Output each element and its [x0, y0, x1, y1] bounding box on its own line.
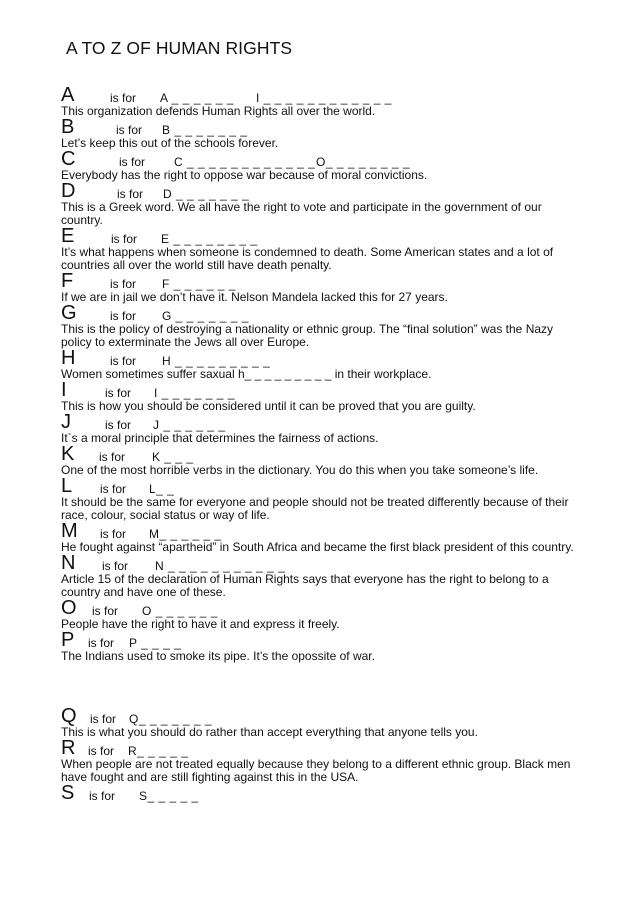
entry-clue: One of the most horrible verbs in the dictionary. You do this when you take someone’s life. [61, 463, 539, 477]
entry-clue: When people are not treated equally because they belong to a different ethnic group. Black men have fought and are still fighting against this in the USA. [61, 757, 571, 784]
entry-letter: D [61, 180, 76, 202]
entry-clue: This is how you should be considered until it can be proved that you are guilty. [61, 399, 476, 413]
entry-letter: H [61, 347, 76, 369]
entry-clue: People have the right to have it and express it freely. [61, 617, 340, 631]
entry-clue: It’s what happens when someone is condemned to death. Some American states and a lot of countries all over the world still have death penalty. [61, 245, 554, 272]
entry-d [61, 182, 581, 227]
entry-clue: This is the policy of destroying a nationality or ethnic group. The “final solution” was the Nazy policy to exterminate the Jews all over Europe. [61, 322, 554, 349]
is-for-label: is for [88, 744, 115, 758]
is-for-label: is for [88, 636, 115, 650]
answer-blank: P _ _ _ _ [129, 636, 182, 650]
entry-k [61, 445, 581, 477]
is-for-label: is for [89, 789, 116, 803]
entry-i [61, 381, 581, 413]
entry-letter: Q [61, 705, 77, 727]
entry-clue: Let’s keep this out of the schools forever. [61, 136, 279, 150]
entry-clue: He fought against “apartheid” in South Africa and became the first black president of this country. [61, 540, 574, 554]
is-for-label: is for [117, 187, 144, 201]
entry-s [61, 784, 581, 803]
answer-blank: D _ _ _ _ _ _ _ [163, 187, 250, 201]
is-for-label: is for [90, 712, 117, 726]
entry-b [61, 118, 581, 150]
answer-blank: Q_ _ _ _ _ _ _ [129, 712, 213, 726]
page-title: A TO Z OF HUMAN RIGHTS [66, 38, 293, 58]
is-for-label: is for [102, 559, 129, 573]
entry-m [61, 522, 581, 554]
is-for-label: is for [100, 527, 127, 541]
entry-letter: N [61, 552, 76, 574]
entry-letter: A [61, 84, 75, 106]
entry-clue: This is what you should do rather than accept everything that anyone tells you. [61, 725, 478, 739]
answer-blank: J _ _ _ _ _ _ [153, 418, 226, 432]
entry-letter: E [61, 225, 75, 247]
entry-j [61, 413, 581, 445]
entry-clue: If we are in jail we don’t have it. Nelson Mandela lacked this for 27 years. [61, 290, 448, 304]
answer-blank-second: O_ _ _ _ _ _ _ _ [316, 155, 411, 169]
is-for-label: is for [99, 450, 126, 464]
entry-letter: P [61, 629, 75, 651]
entry-clue: Women sometimes suffer saxual h_ _ _ _ _ _ _ _ _ in their workplace. [61, 367, 432, 381]
answer-blank: H _ _ _ _ _ _ _ _ _ [162, 354, 271, 368]
answer-blank: C _ _ _ _ _ _ _ _ _ _ _ _ [174, 155, 316, 169]
entry-h [61, 349, 581, 381]
answer-blank: I _ _ _ _ _ _ _ [154, 386, 235, 400]
is-for-label: is for [100, 482, 127, 496]
section-gap [61, 663, 581, 707]
is-for-label: is for [92, 604, 119, 618]
answer-blank: M_ _ _ _ _ _ [149, 527, 222, 541]
answer-blank: B _ _ _ _ _ _ _ [162, 123, 248, 137]
answer-blank: S_ _ _ _ _ [139, 789, 199, 803]
answer-blank: L_ _ [149, 482, 175, 496]
is-for-label: is for [105, 418, 132, 432]
entry-letter: R [61, 737, 76, 759]
entry-clue: It should be the same for everyone and people should not be treated differently because of their race, colour, social status or way of life. [61, 495, 569, 522]
entry-r [61, 739, 581, 784]
entry-clue: The Indians used to smoke its pipe. It’s the opossite of war. [61, 649, 375, 663]
answer-blank-second: I _ _ _ _ _ _ _ _ _ _ _ _ [256, 91, 392, 105]
entry-f [61, 272, 581, 304]
is-for-label: is for [116, 123, 143, 137]
entry-letter: L [61, 475, 73, 497]
entry-q [61, 707, 581, 739]
entry-clue: It`s a moral principle that determines the fairness of actions. [61, 431, 379, 445]
entry-clue: Everybody has the right to oppose war because of moral convictions. [61, 168, 428, 182]
answer-blank: K _ _ _ [152, 450, 194, 464]
is-for-label: is for [110, 277, 137, 291]
entry-list [61, 86, 581, 803]
entry-l [61, 477, 581, 522]
entry-n [61, 554, 581, 599]
entry-clue: This is a Greek word. We all have the right to vote and participate in the government of our country. [61, 200, 542, 227]
entry-clue: Article 15 of the declaration of Human Rights says that everyone has the right to belong to a country and have one of these. [61, 572, 549, 599]
entry-letter: M [61, 520, 78, 542]
is-for-label: is for [110, 309, 137, 323]
entry-letter: O [61, 597, 77, 619]
answer-blank: A _ _ _ _ _ _ [160, 91, 234, 105]
entry-g [61, 304, 581, 349]
answer-blank: E _ _ _ _ _ _ _ _ [161, 232, 258, 246]
is-for-label: is for [111, 232, 138, 246]
entry-letter: K [61, 443, 75, 465]
entry-c [61, 150, 581, 182]
entry-a [61, 86, 581, 118]
is-for-label: is for [110, 91, 137, 105]
entry-o [61, 599, 581, 631]
entry-letter: J [61, 411, 71, 433]
answer-blank: O _ _ _ _ _ _ [142, 604, 218, 618]
entry-letter: I [61, 379, 67, 401]
is-for-label: is for [119, 155, 146, 169]
entry-letter: S [61, 782, 75, 804]
entry-e [61, 227, 581, 272]
answer-blank: F _ _ _ _ _ _ [162, 277, 236, 291]
is-for-label: is for [110, 354, 137, 368]
is-for-label: is for [105, 386, 132, 400]
entry-letter: C [61, 148, 76, 170]
entry-p [61, 631, 581, 663]
answer-blank: R_ _ _ _ _ [128, 744, 189, 758]
entry-letter: B [61, 116, 75, 138]
entry-letter: F [61, 270, 74, 292]
entry-clue: This organization defends Human Rights all over the world. [61, 104, 376, 118]
answer-blank: N _ _ _ _ _ _ _ _ _ _ _ [155, 559, 286, 573]
entry-letter: G [61, 302, 77, 324]
answer-blank: G _ _ _ _ _ _ _ [162, 309, 249, 323]
